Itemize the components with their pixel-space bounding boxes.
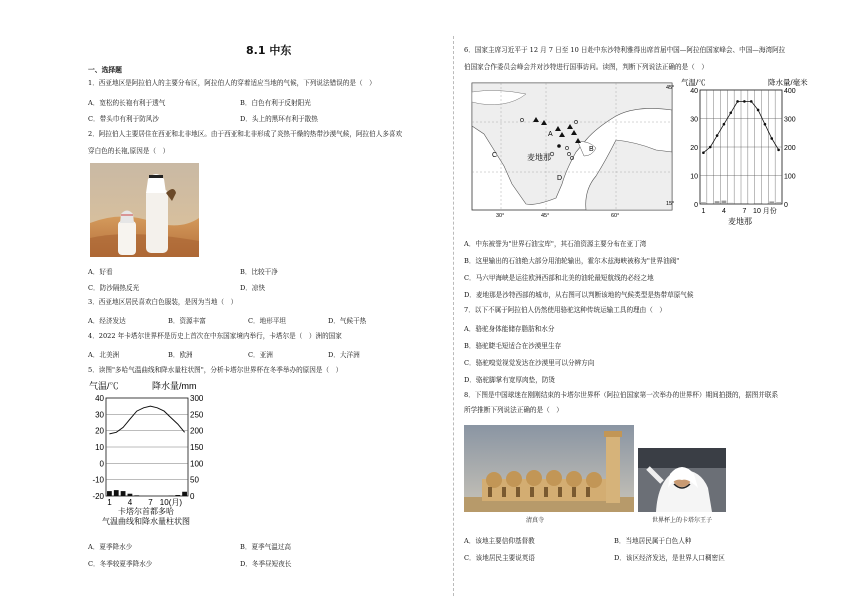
doha-precip-tick: 150 xyxy=(190,443,204,452)
q6-option-d[interactable]: D．麦地那是沙特西部的城市，从右图可以判断该地的气候类型是热带草原气候 xyxy=(464,291,694,299)
medina-temp-label: 气温/℃ xyxy=(681,78,706,87)
q6-option-a[interactable]: A．中东被誉为"世界石油宝库"，其石油资源主要分布在亚丁湾 xyxy=(464,240,647,248)
medina-temp-point xyxy=(764,123,767,126)
doha-caption-2: 气温曲线和降水量柱状图 xyxy=(102,517,190,526)
doha-temp-tick: 10 xyxy=(95,443,104,452)
medina-temp-tick: 30 xyxy=(690,116,698,124)
doha-temp-label: 气温/℃ xyxy=(89,381,119,391)
middle-east-map xyxy=(466,80,682,218)
medina-precip-tick: 400 xyxy=(784,88,796,95)
doha-precip-bar xyxy=(121,491,126,496)
doha-x-tick: 10(月) xyxy=(159,498,183,507)
medina-temp-point xyxy=(729,112,732,115)
medina-temp-point xyxy=(777,149,780,152)
doha-precip-bar xyxy=(182,492,187,496)
q7-stem: 7．以下不属于阿拉伯人仍然使用骆驼这种传统运输工具的理由（ ） xyxy=(464,306,667,314)
medina-x-tick: 7 xyxy=(742,208,747,215)
medina-precip-bar xyxy=(701,202,706,204)
doha-precip-tick: 100 xyxy=(190,459,204,469)
medina-temp-point xyxy=(709,146,712,149)
page-title: 8.1 中东 xyxy=(246,44,292,57)
medina-temp-point xyxy=(716,134,719,137)
medina-climate-chart xyxy=(680,76,830,226)
medina-precip-bar xyxy=(708,203,713,204)
q5-stem: 5．读图"多哈气温曲线和降水量柱状图"，分析卡塔尔世界杯在冬季举办的原因是（ ） xyxy=(88,366,343,374)
q4-option-c[interactable]: C．亚洲 xyxy=(248,351,273,359)
q1-option-a[interactable]: A．宽松的长袍有利于透气 xyxy=(88,99,166,107)
q4-option-b[interactable]: B．欧洲 xyxy=(168,351,193,359)
medina-x-tick: 1 xyxy=(701,208,706,215)
doha-precip-bar xyxy=(107,491,112,496)
medina-x-tick: 10 月份 xyxy=(753,208,777,215)
q5-option-b[interactable]: B．夏季气温过高 xyxy=(240,543,292,551)
doha-temp-tick: 0 xyxy=(99,459,104,469)
doha-x-tick: 7 xyxy=(148,498,153,507)
q6-stem: 6．国家主席习近平于 12 月 7 日至 10 日赴中东沙特利雅得出席首届中国—阿拉伯国家峰会、中国—海湾阿拉 xyxy=(464,46,786,54)
q7-option-d[interactable]: D．骆驼脚掌有宽厚肉垫，防烫 xyxy=(464,376,556,384)
q1-option-b[interactable]: B．白色有利于反射阳光 xyxy=(240,99,311,107)
medina-temp-tick: 40 xyxy=(690,88,698,95)
q7-option-a[interactable]: A．骆驼身体能储存脂肪和水分 xyxy=(464,325,555,333)
map-label-c: C xyxy=(492,152,498,159)
map-city-medina: 麦地那 xyxy=(527,153,551,162)
medina-temp-tick: 10 xyxy=(690,173,698,181)
medina-precip-bar xyxy=(776,202,781,204)
medina-precip-bar xyxy=(728,203,733,204)
doha-temp-curve xyxy=(109,406,184,434)
doha-temp-tick: 20 xyxy=(95,426,104,436)
medina-temp-point xyxy=(743,100,746,103)
medina-precip-tick: 0 xyxy=(784,202,788,209)
q6-option-b[interactable]: B．这里输出的石油绝大部分用油轮输出，霍尔木兹海峡被称为"世界油阀" xyxy=(464,257,680,265)
arab-men-desert-photo xyxy=(90,163,199,257)
q7-option-c[interactable]: C．骆驼嗅觉视觉发达在沙漠里可以分辨方向 xyxy=(464,359,595,367)
q7-option-b[interactable]: B．骆驼睫毛短适合在沙漠里生存 xyxy=(464,342,562,350)
map-label-a: A xyxy=(548,131,553,138)
map-label-d: D xyxy=(557,175,563,182)
q4-option-a[interactable]: A．北美洲 xyxy=(88,351,120,359)
medina-temp-tick: 20 xyxy=(690,145,698,152)
doha-precip-label: 降水量/mm xyxy=(152,381,197,391)
section-heading: 一、选择题 xyxy=(88,66,122,74)
mosque-photo xyxy=(464,425,634,512)
q2-option-d[interactable]: D．凉快 xyxy=(240,284,266,292)
medina-temp-point xyxy=(750,100,753,103)
medina-precip-label: 降水量/毫米 xyxy=(768,78,808,87)
map-lon-30: 30° xyxy=(496,213,505,218)
doha-temp-tick: 30 xyxy=(95,410,104,420)
q6-option-c[interactable]: C．马六甲海峡是运往欧洲西部和北美的油轮最短航线的必经之地 xyxy=(464,274,654,282)
map-label-b: B xyxy=(589,146,594,153)
q8-option-c[interactable]: C．该地居民主要说英语 xyxy=(464,554,535,562)
q5-option-c[interactable]: C．冬季较夏季降水少 xyxy=(88,560,153,568)
q2-option-c[interactable]: C．防沙隔热反光 xyxy=(88,284,140,292)
q5-option-a[interactable]: A．夏季降水少 xyxy=(88,543,133,551)
doha-precip-tick: 250 xyxy=(190,410,204,420)
medina-temp-tick: 0 xyxy=(694,202,698,209)
doha-x-tick: 4 xyxy=(127,498,133,507)
medina-temp-point xyxy=(702,151,705,154)
qatar-prince-photo xyxy=(638,448,726,512)
q4-stem: 4．2022 年卡塔尔世界杯是历史上首次在中东国家境内举行，卡塔尔是（ ）洲的国家 xyxy=(88,332,342,340)
medina-precip-tick: 100 xyxy=(784,173,796,181)
map-lat-45: 45° xyxy=(666,85,675,91)
q4-option-d[interactable]: D．大洋洲 xyxy=(328,351,360,359)
medina-temp-point xyxy=(736,100,739,103)
q1-option-d[interactable]: D．头上的黑环有利于散热 xyxy=(240,115,318,123)
q8-option-b[interactable]: B．当地居民属于白色人种 xyxy=(614,537,692,545)
q3-option-a[interactable]: A．经济发达 xyxy=(88,317,126,325)
doha-precip-tick: 50 xyxy=(190,475,199,485)
medina-temp-point xyxy=(757,109,760,112)
doha-precip-bar xyxy=(134,495,139,496)
medina-temp-point xyxy=(770,137,773,140)
q3-stem: 3．西亚地区居民喜欢白色服装，是因为当地（ ） xyxy=(88,298,238,306)
q6-stem-cont: 伯国家合作委员会峰会并对沙特进行国事访问。读图，判断下列说法正确的是（ ） xyxy=(464,63,708,71)
medina-precip-tick: 300 xyxy=(784,116,796,124)
q8-option-d[interactable]: D．该区经济发达，是世界人口稠密区 xyxy=(614,554,725,562)
q2-stem: 2．阿拉伯人主要居住在西亚和北非地区。由于西亚和北非形成了炎热干燥的热带沙漠气候，阿拉伯人多喜欢 xyxy=(88,130,403,138)
q2-option-a[interactable]: A．好看 xyxy=(88,268,113,276)
map-lon-60: 60° xyxy=(611,213,620,218)
doha-precip-bar xyxy=(114,490,119,496)
doha-precip-tick: 200 xyxy=(190,426,204,436)
map-lat-15: 15° xyxy=(666,201,675,207)
q2-option-b[interactable]: B．比较干净 xyxy=(240,268,278,276)
doha-temp-tick: -20 xyxy=(92,492,104,501)
doha-temp-tick: 40 xyxy=(95,394,104,403)
medina-temp-point xyxy=(723,123,726,126)
q1-option-c[interactable]: C．带头巾有利于防风沙 xyxy=(88,115,159,123)
q1-stem: 1．西亚地区是阿拉伯人的主要分布区，阿拉伯人的穿着适应当地的气候，下列说法错误的是（ ） xyxy=(88,79,376,87)
q8-option-a[interactable]: A．该地主要信仰基督教 xyxy=(464,537,535,545)
q3-option-b[interactable]: B．资源丰富 xyxy=(168,317,206,325)
caption-prince: 世界杯上的卡塔尔王子 xyxy=(652,517,713,524)
doha-caption-1: 卡塔尔首都多哈 xyxy=(118,507,174,516)
q8-stem-cont: 所学推断下列说法正确的是（ ） xyxy=(464,406,563,414)
q3-option-d[interactable]: D．气候干热 xyxy=(328,317,367,325)
medina-caption: 麦地那 xyxy=(728,217,752,226)
medina-x-tick: 4 xyxy=(721,208,726,215)
doha-precip-tick: 0 xyxy=(190,492,195,501)
medina-precip-bar xyxy=(769,201,774,204)
doha-x-tick: 1 xyxy=(107,498,112,507)
q5-option-d[interactable]: D．冬季昼短夜长 xyxy=(240,560,292,568)
caption-mosque: 清真寺 xyxy=(526,517,545,524)
doha-precip-bar xyxy=(175,495,180,496)
q8-stem: 8．下图是中国球迷在刚刚结束的卡塔尔世界杯（阿拉伯国家第一次举办的世界杯）期间拍摄的，据图并联系 xyxy=(464,391,779,399)
doha-precip-tick: 300 xyxy=(190,394,204,403)
q3-option-c[interactable]: C．地形平坦 xyxy=(248,317,287,325)
medina-precip-tick: 200 xyxy=(784,145,796,152)
doha-precip-bar xyxy=(128,494,133,496)
medina-precip-bar xyxy=(722,201,727,204)
q2-stem-cont: 穿白色的长袍,原因是（ ） xyxy=(88,147,170,155)
column-divider xyxy=(453,36,454,596)
map-lon-45: 45° xyxy=(541,213,550,218)
doha-temp-tick: -10 xyxy=(92,475,104,485)
doha-climate-chart xyxy=(88,378,212,530)
medina-precip-bar xyxy=(715,201,720,204)
